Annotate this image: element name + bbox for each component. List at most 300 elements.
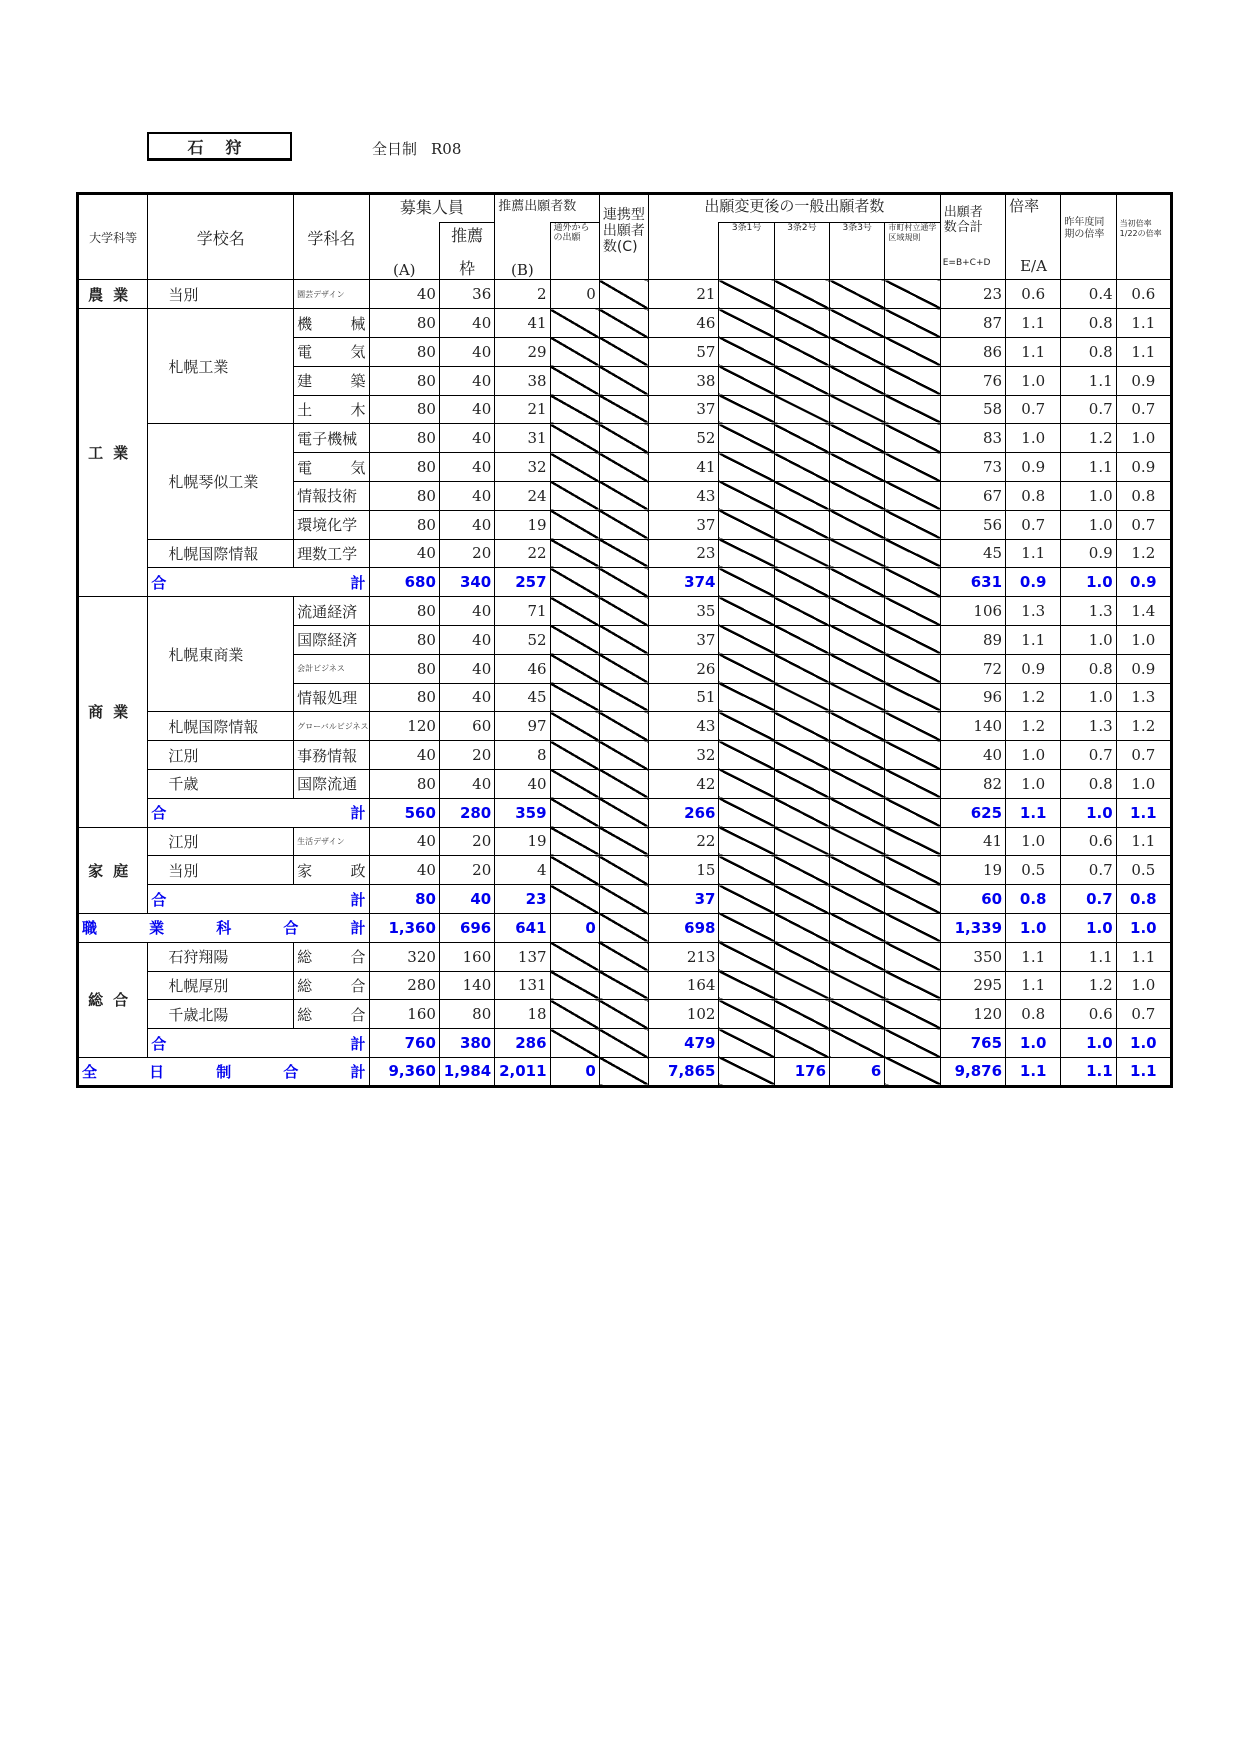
- subtotal-row: [78, 1029, 1172, 1058]
- diagonal-slash-cell: [774, 539, 829, 568]
- diagonal-slash-cell: [599, 798, 648, 827]
- initial-ratio: 1.1: [1116, 337, 1171, 366]
- initial-ratio: 1.1: [1116, 827, 1171, 856]
- col-school: 学校名: [148, 194, 294, 280]
- diagonal-slash-cell: [550, 971, 599, 1000]
- department-name: 生活デザイン: [294, 827, 369, 856]
- diagonal-slash-cell: [830, 654, 885, 683]
- recommend-b: 2: [495, 280, 550, 309]
- diagonal-slash-cell: [719, 568, 774, 597]
- general-d: 57: [649, 337, 719, 366]
- subtotal-label: [148, 568, 369, 597]
- recruit-a: 80: [369, 597, 439, 626]
- diagonal-slash-cell: [719, 481, 774, 510]
- diagonal-slash-cell: [719, 366, 774, 395]
- diagonal-slash-cell: [774, 481, 829, 510]
- ratio-e-a: 1.3: [1006, 597, 1061, 626]
- recommend-quota: 20: [439, 827, 494, 856]
- general-d: 38: [649, 366, 719, 395]
- col-total-applicants: 出願者 数合計 E=B+C+D: [940, 194, 1005, 280]
- prev-year-ratio: 0.6: [1061, 1000, 1116, 1029]
- recruit-a: 80: [369, 683, 439, 712]
- recruit-a: 1,360: [369, 913, 439, 942]
- recommend-b: 29: [495, 337, 550, 366]
- total-e: 82: [940, 769, 1005, 798]
- general-d: 698: [649, 913, 719, 942]
- general-d: 15: [649, 856, 719, 885]
- department-name: グローバルビジネス: [294, 712, 369, 741]
- dept-char: 電: [297, 343, 313, 362]
- recommend-b: 359: [495, 798, 550, 827]
- diagonal-slash-cell: [550, 769, 599, 798]
- recommend-quota: 40: [439, 769, 494, 798]
- diagonal-slash-cell: [719, 856, 774, 885]
- prev-year-ratio: 1.3: [1061, 712, 1116, 741]
- recommend-b: 286: [495, 1029, 550, 1058]
- total-label-left: 合: [151, 573, 167, 592]
- diagonal-slash-cell: [830, 971, 885, 1000]
- diagonal-slash-cell: [885, 942, 940, 971]
- recommend-b: 19: [495, 510, 550, 539]
- grand-label-char: 計: [350, 1062, 366, 1081]
- general-d: 37: [649, 395, 719, 424]
- diagonal-slash-cell: [550, 597, 599, 626]
- diagonal-slash-cell: [550, 395, 599, 424]
- recommend-quota: 40: [439, 510, 494, 539]
- prev-year-ratio: 0.7: [1061, 395, 1116, 424]
- table-row: [78, 856, 1172, 885]
- diagonal-slash-cell: [885, 366, 940, 395]
- diagonal-slash-cell: [885, 971, 940, 1000]
- dept-char: 電: [297, 458, 313, 477]
- grand-label-char: 合: [283, 1062, 299, 1081]
- recommend-b: 8: [495, 741, 550, 770]
- department-name: [294, 971, 369, 1000]
- diagonal-slash-cell: [774, 510, 829, 539]
- department-name: [294, 1000, 369, 1029]
- total-e: 87: [940, 309, 1005, 338]
- recruit-a: 40: [369, 280, 439, 309]
- department-name: [294, 366, 369, 395]
- diagonal-slash-cell: [885, 1057, 940, 1086]
- diagonal-slash-cell: [599, 913, 648, 942]
- prev-year-ratio: 1.1: [1061, 1057, 1116, 1086]
- recommend-b: 18: [495, 1000, 550, 1029]
- ratio-e-a: 0.7: [1006, 395, 1061, 424]
- diagonal-slash-cell: [885, 654, 940, 683]
- recommend-quota: 380: [439, 1029, 494, 1058]
- diagonal-slash-cell: [719, 309, 774, 338]
- ratio-e-a: 1.0: [1006, 769, 1061, 798]
- diagonal-slash-cell: [830, 712, 885, 741]
- diagonal-slash-cell: [774, 424, 829, 453]
- prev-year-ratio: 0.8: [1061, 654, 1116, 683]
- initial-ratio: 0.7: [1116, 741, 1171, 770]
- dept-char: 土: [297, 400, 313, 419]
- diagonal-slash-cell: [830, 856, 885, 885]
- ratio-e-a: 0.5: [1006, 856, 1061, 885]
- diagonal-slash-cell: [774, 366, 829, 395]
- general-d: 42: [649, 769, 719, 798]
- recruit-a: 40: [369, 827, 439, 856]
- total-label-right: 計: [350, 804, 366, 823]
- diagonal-slash-cell: [599, 942, 648, 971]
- school-name: 江別: [148, 827, 294, 856]
- ratio-e-a: 0.9: [1006, 654, 1061, 683]
- recommend-b: 97: [495, 712, 550, 741]
- recruit-a: 80: [369, 395, 439, 424]
- total-e: 1,339: [940, 913, 1005, 942]
- diagonal-slash-cell: [830, 568, 885, 597]
- table-row: [78, 712, 1172, 741]
- total-e: 60: [940, 885, 1005, 914]
- diagonal-slash-cell: [719, 885, 774, 914]
- diagonal-slash-cell: [719, 712, 774, 741]
- prev-year-ratio: 1.0: [1061, 798, 1116, 827]
- dept-char: 械: [350, 314, 366, 333]
- diagonal-slash-cell: [774, 683, 829, 712]
- diagonal-slash-cell: [719, 913, 774, 942]
- recruit-a: 320: [369, 942, 439, 971]
- diagonal-slash-cell: [719, 337, 774, 366]
- total-e: 19: [940, 856, 1005, 885]
- diagonal-slash-cell: [719, 597, 774, 626]
- recommend-quota: 20: [439, 741, 494, 770]
- col-department: 学科名: [294, 194, 369, 280]
- initial-ratio: 0.8: [1116, 481, 1171, 510]
- diagonal-slash-cell: [774, 1000, 829, 1029]
- diagonal-slash-cell: [774, 453, 829, 482]
- col-recommend-applicants: 推薦出願者数: [495, 194, 600, 223]
- prev-year-ratio: 1.2: [1061, 424, 1116, 453]
- prev-year-ratio: 0.7: [1061, 885, 1116, 914]
- diagonal-slash-cell: [550, 942, 599, 971]
- recommend-b: 137: [495, 942, 550, 971]
- diagonal-slash-cell: [550, 309, 599, 338]
- initial-ratio: 0.7: [1116, 395, 1171, 424]
- prev-year-ratio: 0.6: [1061, 827, 1116, 856]
- prev-year-ratio: 0.8: [1061, 337, 1116, 366]
- recruit-a: 680: [369, 568, 439, 597]
- recommend-b: 71: [495, 597, 550, 626]
- ratio-e-a: 1.0: [1006, 424, 1061, 453]
- recommend-b: 131: [495, 971, 550, 1000]
- dept-char: 機: [297, 314, 313, 333]
- initial-ratio: 0.5: [1116, 856, 1171, 885]
- total-e: 83: [940, 424, 1005, 453]
- col-recommend-quota: 推薦: [439, 222, 494, 251]
- prev-year-ratio: 1.0: [1061, 683, 1116, 712]
- art3-3: 6: [830, 1057, 885, 1086]
- diagonal-slash-cell: [599, 337, 648, 366]
- total-label-left: 合: [151, 1034, 167, 1053]
- diagonal-slash-cell: [830, 309, 885, 338]
- general-d: 26: [649, 654, 719, 683]
- recommend-b: 2,011: [495, 1057, 550, 1086]
- diagonal-slash-cell: [774, 913, 829, 942]
- diagonal-slash-cell: [885, 683, 940, 712]
- diagonal-slash-cell: [719, 395, 774, 424]
- recommend-quota: 40: [439, 654, 494, 683]
- school-name: 江別: [148, 741, 294, 770]
- general-d: 374: [649, 568, 719, 597]
- recommend-quota: 80: [439, 1000, 494, 1029]
- diagonal-slash-cell: [550, 654, 599, 683]
- diagonal-slash-cell: [550, 1000, 599, 1029]
- col-initial-ratio: 当初倍率1/22の倍率: [1116, 194, 1171, 280]
- diagonal-slash-cell: [599, 395, 648, 424]
- total-label-right: 計: [350, 890, 366, 909]
- recommend-b: 641: [495, 913, 550, 942]
- initial-ratio: 1.2: [1116, 712, 1171, 741]
- department-name: [294, 395, 369, 424]
- subtotal-label: [148, 885, 369, 914]
- subtotal-row: [78, 885, 1172, 914]
- recruit-a: 80: [369, 510, 439, 539]
- recruit-a: 80: [369, 481, 439, 510]
- grand-total-label: [78, 1057, 370, 1086]
- recruit-a: 80: [369, 654, 439, 683]
- department-name: 環境化学: [294, 510, 369, 539]
- diagonal-slash-cell: [550, 366, 599, 395]
- diagonal-slash-cell: [550, 827, 599, 856]
- recommend-quota: 40: [439, 395, 494, 424]
- grand-total-row: [78, 1057, 1172, 1086]
- diagonal-slash-cell: [550, 424, 599, 453]
- diagonal-slash-cell: [719, 1057, 774, 1086]
- diagonal-slash-cell: [774, 942, 829, 971]
- total-e: 86: [940, 337, 1005, 366]
- diagonal-slash-cell: [719, 741, 774, 770]
- prev-year-ratio: 1.0: [1061, 568, 1116, 597]
- diagonal-slash-cell: [719, 539, 774, 568]
- col-recruit-a: (A): [369, 251, 439, 280]
- diagonal-slash-cell: [774, 337, 829, 366]
- diagonal-slash-cell: [885, 1000, 940, 1029]
- diagonal-slash-cell: [885, 913, 940, 942]
- diagonal-slash-cell: [774, 568, 829, 597]
- ratio-e-a: 0.6: [1006, 280, 1061, 309]
- diagonal-slash-cell: [774, 856, 829, 885]
- dept-char: 合: [350, 948, 366, 967]
- recruit-a: 80: [369, 453, 439, 482]
- diagonal-slash-cell: [885, 741, 940, 770]
- total-label-left: 合: [151, 890, 167, 909]
- total-label-right: 計: [350, 573, 366, 592]
- total-e: 96: [940, 683, 1005, 712]
- diagonal-slash-cell: [830, 942, 885, 971]
- recommend-quota: 280: [439, 798, 494, 827]
- diagonal-slash-cell: [719, 280, 774, 309]
- diagonal-slash-cell: [599, 424, 648, 453]
- recommend-b: 21: [495, 395, 550, 424]
- general-d: 41: [649, 453, 719, 482]
- diagonal-slash-cell: [550, 1029, 599, 1058]
- initial-ratio: 1.0: [1116, 769, 1171, 798]
- diagonal-slash-cell: [774, 654, 829, 683]
- recommend-b: 41: [495, 309, 550, 338]
- diagonal-slash-cell: [719, 510, 774, 539]
- general-d: 46: [649, 309, 719, 338]
- recommend-b: 32: [495, 453, 550, 482]
- department-name: [294, 942, 369, 971]
- col-category: 大学科等: [78, 194, 148, 280]
- school-name: 札幌厚別: [148, 971, 294, 1000]
- diagonal-slash-cell: [885, 625, 940, 654]
- ratio-e-a: 1.2: [1006, 683, 1061, 712]
- diagonal-slash-cell: [550, 539, 599, 568]
- diagonal-slash-cell: [830, 1000, 885, 1029]
- grand-total-label: [78, 913, 370, 942]
- recommend-quota: 40: [439, 481, 494, 510]
- general-d: 32: [649, 741, 719, 770]
- table-row: [78, 769, 1172, 798]
- dept-char: 木: [350, 400, 366, 419]
- diagonal-slash-cell: [774, 280, 829, 309]
- recommend-b: 52: [495, 625, 550, 654]
- recommend-quota: 1,984: [439, 1057, 494, 1086]
- recommend-b: 45: [495, 683, 550, 712]
- applicants-table: [76, 192, 1173, 1088]
- total-e: 625: [940, 798, 1005, 827]
- dept-char: 気: [350, 458, 366, 477]
- recommend-quota: 340: [439, 568, 494, 597]
- recommend-b: 46: [495, 654, 550, 683]
- diagonal-slash-cell: [550, 625, 599, 654]
- diagonal-slash-cell: [885, 885, 940, 914]
- diagonal-slash-cell: [774, 971, 829, 1000]
- table-row: [78, 424, 1172, 453]
- art3-2: 176: [774, 1057, 829, 1086]
- recommend-b: 31: [495, 424, 550, 453]
- ratio-e-a: 0.9: [1006, 453, 1061, 482]
- ratio-e-a: 1.0: [1006, 827, 1061, 856]
- diagonal-slash-cell: [599, 712, 648, 741]
- out-of-district: 0: [550, 913, 599, 942]
- diagonal-slash-cell: [550, 568, 599, 597]
- ratio-e-a: 1.1: [1006, 971, 1061, 1000]
- ratio-e-a: 1.0: [1006, 366, 1061, 395]
- diagonal-slash-cell: [774, 827, 829, 856]
- diagonal-slash-cell: [599, 597, 648, 626]
- recommend-quota: 40: [439, 337, 494, 366]
- diagonal-slash-cell: [599, 510, 648, 539]
- recommend-quota: 140: [439, 971, 494, 1000]
- general-d: 52: [649, 424, 719, 453]
- prev-year-ratio: 0.7: [1061, 741, 1116, 770]
- year-label: R08: [431, 140, 462, 158]
- diagonal-slash-cell: [550, 741, 599, 770]
- recruit-a: 40: [369, 856, 439, 885]
- category-cell: 総合: [78, 942, 148, 1057]
- table-row: [78, 971, 1172, 1000]
- diagonal-slash-cell: [885, 827, 940, 856]
- ratio-e-a: 1.0: [1006, 1029, 1061, 1058]
- total-e: 9,876: [940, 1057, 1005, 1086]
- prev-year-ratio: 1.0: [1061, 481, 1116, 510]
- dept-char: 総: [297, 948, 313, 967]
- diagonal-slash-cell: [830, 453, 885, 482]
- ratio-e-a: 1.1: [1006, 309, 1061, 338]
- total-e: 45: [940, 539, 1005, 568]
- total-e: 23: [940, 280, 1005, 309]
- school-name: 石狩翔陽: [148, 942, 294, 971]
- diagonal-slash-cell: [599, 741, 648, 770]
- diagonal-slash-cell: [599, 885, 648, 914]
- recommend-quota: 160: [439, 942, 494, 971]
- grand-label-char: 日: [149, 1062, 165, 1081]
- initial-ratio: 0.7: [1116, 1000, 1171, 1029]
- diagonal-slash-cell: [830, 683, 885, 712]
- diagonal-slash-cell: [550, 337, 599, 366]
- recruit-a: 160: [369, 1000, 439, 1029]
- recommend-b: 22: [495, 539, 550, 568]
- diagonal-slash-cell: [774, 741, 829, 770]
- header-row-3: (A) 枠 (B): [78, 251, 1172, 280]
- dept-char: 築: [350, 372, 366, 391]
- recommend-quota: 40: [439, 453, 494, 482]
- school-name: 札幌国際情報: [148, 539, 294, 568]
- diagonal-slash-cell: [885, 539, 940, 568]
- diagonal-slash-cell: [550, 453, 599, 482]
- recruit-a: 80: [369, 885, 439, 914]
- diagonal-slash-cell: [885, 453, 940, 482]
- general-d: 164: [649, 971, 719, 1000]
- general-d: 102: [649, 1000, 719, 1029]
- recommend-quota: 40: [439, 597, 494, 626]
- general-d: 35: [649, 597, 719, 626]
- diagonal-slash-cell: [830, 424, 885, 453]
- col-art3-2: 3条2号: [774, 222, 829, 280]
- department-name: 理数工学: [294, 539, 369, 568]
- region-title: 石狩: [147, 132, 292, 161]
- recommend-quota: 40: [439, 366, 494, 395]
- diagonal-slash-cell: [719, 798, 774, 827]
- general-d: 23: [649, 539, 719, 568]
- col-recruit: 募集人員: [369, 194, 495, 223]
- diagonal-slash-cell: [599, 769, 648, 798]
- diagonal-slash-cell: [599, 856, 648, 885]
- total-e: 56: [940, 510, 1005, 539]
- col-art3-1: 3条1号: [719, 222, 774, 280]
- dept-char: 合: [350, 976, 366, 995]
- category-cell: 家庭: [78, 827, 148, 913]
- diagonal-slash-cell: [885, 568, 940, 597]
- school-name: 当別: [148, 856, 294, 885]
- dept-char: 建: [297, 372, 313, 391]
- diagonal-slash-cell: [774, 395, 829, 424]
- prev-year-ratio: 0.8: [1061, 309, 1116, 338]
- prev-year-ratio: 1.2: [1061, 971, 1116, 1000]
- total-e: 120: [940, 1000, 1005, 1029]
- table-row: [78, 1000, 1172, 1029]
- grand-label-char: 計: [350, 919, 366, 938]
- total-e: 58: [940, 395, 1005, 424]
- diagonal-slash-cell: [830, 798, 885, 827]
- total-label-right: 計: [350, 1034, 366, 1053]
- grand-label-char: 制: [216, 1062, 232, 1081]
- school-name: 札幌国際情報: [148, 712, 294, 741]
- diagonal-slash-cell: [774, 885, 829, 914]
- ratio-e-a: 1.1: [1006, 625, 1061, 654]
- total-e: 765: [940, 1029, 1005, 1058]
- prev-year-ratio: 1.0: [1061, 913, 1116, 942]
- diagonal-slash-cell: [830, 885, 885, 914]
- recommend-quota: 20: [439, 856, 494, 885]
- subtotal-label: [148, 1029, 369, 1058]
- ratio-e-a: 1.0: [1006, 741, 1061, 770]
- diagonal-slash-cell: [599, 539, 648, 568]
